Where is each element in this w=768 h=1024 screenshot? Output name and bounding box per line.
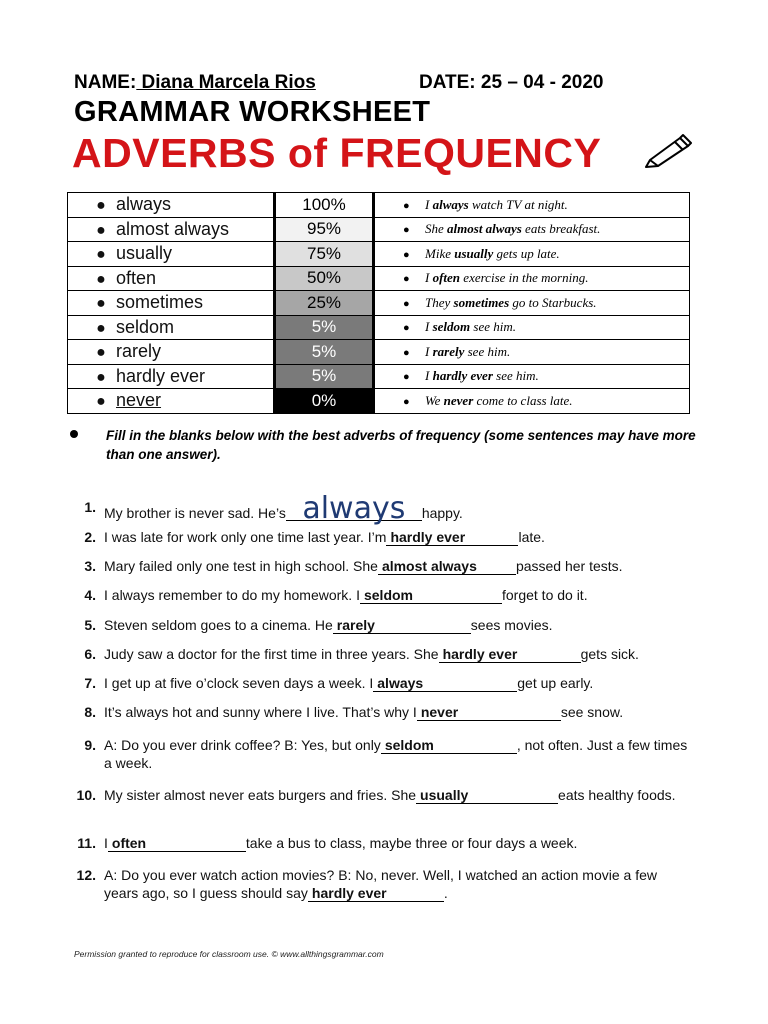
answer-blank[interactable]: seldom	[381, 738, 517, 754]
exercise-number: 11.	[77, 835, 96, 851]
frequency-row	[68, 315, 690, 340]
adverb-label: always	[116, 194, 172, 215]
sentence-start: A: Do you ever watch action movies? B: No, never. Well, I watched an action movie a few years ago, so I guess should say	[104, 867, 658, 901]
answer-blank[interactable]: seldom	[360, 588, 502, 604]
example-cell	[374, 364, 690, 389]
adverb-label: rarely	[116, 341, 162, 362]
sentence-start: It’s always hot and sunny where I live. That’s why I	[104, 704, 417, 720]
exercise-number: 1.	[84, 499, 96, 515]
exercise-number: 10.	[76, 787, 96, 803]
percent-cell: 5%	[275, 315, 374, 340]
frequency-row	[68, 364, 690, 389]
exercise-number: 2.	[84, 529, 96, 545]
answer-blank[interactable]: never	[417, 705, 561, 721]
example-prefix: They	[425, 294, 454, 310]
answer-blank[interactable]: hardly ever	[308, 886, 444, 902]
exercise-number: 9.	[84, 737, 96, 753]
percent-cell: 5%	[275, 340, 374, 365]
adverb-label: seldom	[116, 316, 175, 337]
percent-cell: 5%	[275, 364, 374, 389]
answer-blank[interactable]: often	[108, 836, 246, 852]
example-adverb: rarely	[432, 343, 465, 359]
exercise-sentence	[104, 736, 694, 772]
example-cell	[374, 242, 690, 267]
pencil-icon	[644, 128, 692, 168]
percent-cell: 75%	[275, 242, 374, 267]
example-prefix: She	[425, 221, 448, 237]
exercise-sentence	[104, 645, 694, 663]
bullet-icon: ●	[96, 368, 106, 386]
example-suffix: eats breakfast.	[521, 221, 601, 237]
sentence-start: My brother is never sad. He’s	[104, 505, 286, 521]
exercise-sentence	[104, 674, 694, 692]
sentence-start: I get up at five o’clock seven days a week. I	[104, 675, 374, 691]
frequency-row	[68, 340, 690, 365]
instructions	[70, 426, 700, 464]
example-suffix: see him.	[470, 319, 517, 335]
adverb-cell	[68, 266, 275, 291]
example-adverb: sometimes	[453, 294, 510, 310]
name-date-line	[74, 72, 604, 94]
sentence-start: A: Do you ever drink coffee? B: Yes, but only	[104, 737, 381, 753]
adverb-cell	[68, 291, 275, 316]
exercise-sentence	[104, 491, 694, 526]
example-cell	[374, 291, 690, 316]
sentence-start: I was late for work only one time last year. I’m	[104, 529, 387, 545]
percent-cell: 25%	[275, 291, 374, 316]
sentence-end: gets sick.	[580, 646, 639, 662]
worksheet-subtitle: ADVERBS of FREQUENCY	[72, 130, 602, 176]
percent-cell: 0%	[275, 389, 374, 414]
bullet-icon: ●	[403, 322, 410, 335]
permission-footer: Permission granted to reproduce for classroom use. © www.allthingsgrammar.com	[74, 949, 384, 959]
percent-cell: 100%	[275, 193, 374, 218]
frequency-row	[68, 217, 690, 242]
example-prefix: I	[425, 319, 433, 335]
bullet-icon: ●	[403, 224, 410, 237]
sentence-end: late.	[518, 529, 545, 545]
sentence-end: forget to do it.	[501, 587, 588, 603]
example-prefix: We	[425, 392, 444, 408]
example-cell	[374, 340, 690, 365]
bullet-icon: ●	[403, 297, 410, 310]
sentence-end: passed her tests.	[515, 558, 623, 574]
exercise-number: 12.	[76, 867, 96, 883]
example-suffix: gets up late.	[493, 245, 560, 261]
sentence-end: get up early.	[517, 675, 594, 691]
bullet-icon: ●	[96, 221, 106, 239]
name-label: NAME:	[74, 72, 137, 93]
adverb-label: almost always	[116, 218, 230, 239]
sentence-end: happy.	[421, 505, 463, 521]
answer-blank[interactable]: hardly ever	[386, 530, 518, 546]
answer-blank[interactable]: usually	[416, 788, 558, 804]
frequency-row	[68, 266, 690, 291]
adverb-cell	[68, 340, 275, 365]
sentence-end: see snow.	[560, 704, 624, 720]
frequency-row	[68, 291, 690, 316]
bullet-icon: ●	[96, 344, 106, 362]
example-adverb: always	[432, 196, 469, 212]
bullet-icon: ●	[96, 246, 106, 264]
sentence-end: eats healthy foods.	[558, 787, 676, 803]
bullet-icon: ●	[96, 295, 106, 313]
example-adverb: never	[443, 392, 474, 408]
sentence-start: Mary failed only one test in high school. She	[104, 558, 378, 574]
sentence-end: .	[443, 885, 448, 901]
date-block	[419, 72, 603, 94]
exercise-sentence	[104, 557, 694, 575]
exercise-number: 8.	[84, 704, 96, 720]
bullet-icon: ●	[96, 393, 106, 411]
adverb-cell	[68, 217, 275, 242]
bullet-icon: ●	[96, 197, 106, 215]
answer-blank[interactable]: hardly ever	[439, 647, 581, 663]
bullet-icon: ●	[403, 346, 410, 359]
example-prefix: I	[425, 196, 433, 212]
answer-blank[interactable]: always	[373, 676, 517, 692]
sentence-end: sees movies.	[470, 617, 553, 633]
adverb-label: usually	[116, 243, 173, 264]
frequency-row	[68, 389, 690, 414]
adverb-label: sometimes	[116, 292, 204, 313]
bullet-icon: ●	[403, 248, 410, 261]
sentence-start: Judy saw a doctor for the first time in three years. She	[104, 646, 439, 662]
exercise-number: 5.	[84, 617, 96, 633]
frequency-row	[68, 242, 690, 267]
exercise-number: 6.	[84, 646, 96, 662]
exercise-sentence	[104, 786, 694, 804]
adverb-cell	[68, 389, 275, 414]
date-value: 25 – 04 - 2020	[480, 72, 604, 93]
sentence-start: My sister almost never eats burgers and fries. She	[104, 787, 417, 803]
sentence-start: I always remember to do my homework. I	[104, 587, 360, 603]
sentence-end: , not often. Just a few times a week.	[104, 737, 688, 771]
bullet-icon: ●	[403, 395, 410, 408]
example-prefix: Mike	[425, 245, 455, 261]
sentence-start: I	[104, 835, 108, 851]
exercise-number: 7.	[84, 675, 96, 691]
example-suffix: come to class late.	[473, 392, 573, 408]
adverb-label: never	[116, 390, 162, 411]
instruction-text: Fill in the blanks below with the best adverbs of frequency (some sentences may have more than one answer).	[106, 428, 696, 462]
exercise-number: 4.	[84, 587, 96, 603]
example-adverb: almost always	[447, 221, 522, 237]
bullet-icon	[70, 430, 78, 438]
example-prefix: I	[425, 270, 433, 286]
adverb-cell	[68, 364, 275, 389]
example-prefix: I	[425, 368, 433, 384]
example-suffix: go to Starbucks.	[509, 294, 597, 310]
example-adverb: seldom	[432, 319, 471, 335]
exercise-sentence	[104, 834, 694, 852]
adverb-cell	[68, 193, 275, 218]
example-cell	[374, 266, 690, 291]
exercise-sentence	[104, 528, 694, 546]
percent-cell: 95%	[275, 217, 374, 242]
example-cell	[374, 217, 690, 242]
adverb-cell	[68, 242, 275, 267]
exercise-sentence	[104, 586, 694, 604]
example-prefix: I	[425, 343, 433, 359]
example-suffix: watch TV at night.	[468, 196, 568, 212]
example-suffix: see him.	[464, 343, 511, 359]
bullet-icon: ●	[403, 273, 410, 286]
student-name: Diana Marcela Rios	[136, 72, 316, 93]
example-adverb: often	[432, 270, 461, 286]
example-cell	[374, 193, 690, 218]
date-label: DATE:	[419, 72, 476, 93]
sentence-end: take a bus to class, maybe three or four days a week.	[245, 835, 578, 851]
exercise-sentence	[104, 616, 694, 634]
answer-blank[interactable]: almost always	[378, 559, 516, 575]
example-adverb: usually	[454, 245, 494, 261]
answer-blank[interactable]: always	[286, 498, 422, 521]
example-suffix: see him.	[492, 368, 539, 384]
adverb-label: hardly ever	[116, 365, 206, 386]
bullet-icon: ●	[403, 371, 410, 384]
example-cell	[374, 315, 690, 340]
example-adverb: hardly ever	[432, 368, 493, 384]
exercise-sentence	[104, 866, 694, 902]
bullet-icon: ●	[96, 270, 106, 288]
worksheet-title: GRAMMAR WORKSHEET	[74, 96, 431, 128]
example-suffix: exercise in the morning.	[460, 270, 589, 286]
adverb-label: often	[116, 267, 157, 288]
adverb-cell	[68, 315, 275, 340]
example-cell	[374, 389, 690, 414]
exercise-number: 3.	[84, 558, 96, 574]
bullet-icon: ●	[403, 199, 410, 212]
percent-cell: 50%	[275, 266, 374, 291]
frequency-row	[68, 193, 690, 218]
answer-blank[interactable]: rarely	[333, 618, 471, 634]
frequency-table	[67, 192, 690, 414]
sentence-start: Steven seldom goes to a cinema. He	[104, 617, 333, 633]
bullet-icon: ●	[96, 319, 106, 337]
exercise-sentence	[104, 703, 694, 721]
